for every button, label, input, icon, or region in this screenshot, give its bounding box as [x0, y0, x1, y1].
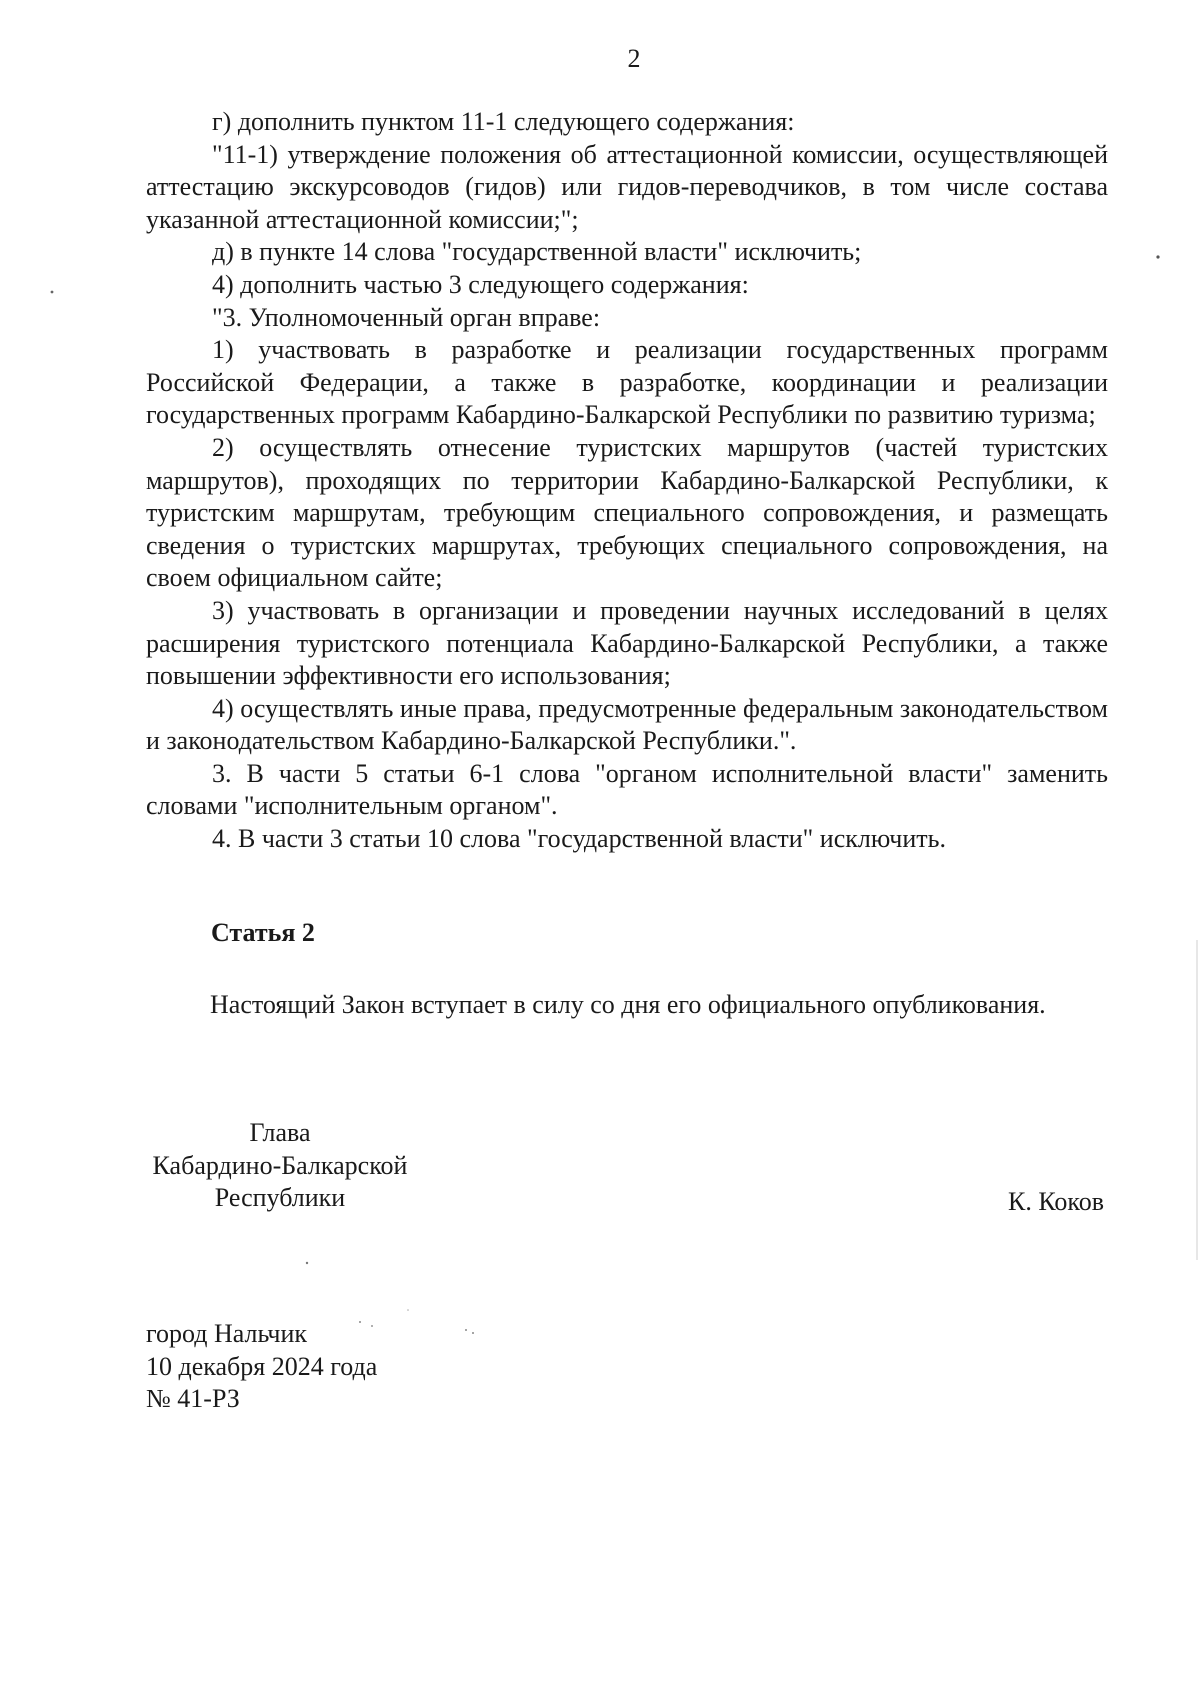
- speck: [465, 1329, 467, 1331]
- paragraph: "11-1) утверждение положения об аттестационной комиссии, осуществляющей аттестацию экскурсоводов (гидов) или гидов-переводчиков, в том числе состава указанной аттестационной комиссии;";: [146, 139, 1108, 234]
- paragraph: 3) участвовать в организации и проведении научных исследований в целях расширения туристского потенциала Кабардино-Балкарской Республики, а также повышении эффективности его использования;: [146, 595, 1108, 691]
- city: город Нальчик: [146, 1319, 308, 1348]
- signatory-title-line: Республики: [214, 1183, 346, 1213]
- speck: [472, 1332, 474, 1334]
- speck: [371, 1325, 373, 1327]
- paragraph: д) в пункте 14 слова "государственной власти" исключить;: [212, 237, 862, 267]
- speck: [1156, 255, 1159, 258]
- speck: [407, 1309, 409, 1311]
- signatory-title-line: Кабардино-Балкарской: [152, 1150, 408, 1180]
- paragraph: 4) осуществлять иные права, предусмотренные федеральным законодательством и законодательством Кабардино-Балкарской Республики.".: [146, 693, 1108, 756]
- law-number: № 41-РЗ: [146, 1384, 240, 1414]
- paragraph: 4. В части 3 статьи 10 слова "государственной власти" исключить.: [212, 824, 946, 854]
- signatory-title-line: Глава: [249, 1118, 311, 1147]
- speck: [359, 1321, 361, 1323]
- paragraph: 4) дополнить частью 3 следующего содержания:: [212, 269, 749, 299]
- page-number: 2: [627, 44, 641, 73]
- paragraph: 2) осуществлять отнесение туристских маршрутов (частей туристских маршрутов), проходящих по территории Кабардино-Балкарской Республики, к туристским маршрутам, требующим специального сопровождения, и размещать сведения о туристских маршрутах, требующих специального сопровождения, на своем официальном сайте;: [146, 432, 1108, 593]
- paragraph: "3. Уполномоченный орган вправе:: [212, 302, 601, 332]
- paragraph: 1) участвовать в разработке и реализации государственных программ Российской Федерации, а также в разработке, координации и реализации государственных программ Кабардино-Балкарской Республики по развитию туризма;: [146, 335, 1108, 430]
- date: 10 декабря 2024 года: [146, 1351, 378, 1381]
- paragraph: г) дополнить пунктом 11-1 следующего содержания:: [212, 107, 795, 136]
- article-heading: Статья 2: [211, 918, 315, 947]
- signatory-name: К. Коков: [1008, 1187, 1104, 1216]
- speck: [51, 291, 54, 294]
- paragraph: 3. В части 5 статьи 6-1 слова "органом исполнительной власти" заменить словами "исполнительным органом".: [146, 758, 1108, 821]
- speck: [306, 1262, 308, 1264]
- paragraph: Настоящий Закон вступает в силу со дня его официального опубликования.: [210, 990, 1046, 1019]
